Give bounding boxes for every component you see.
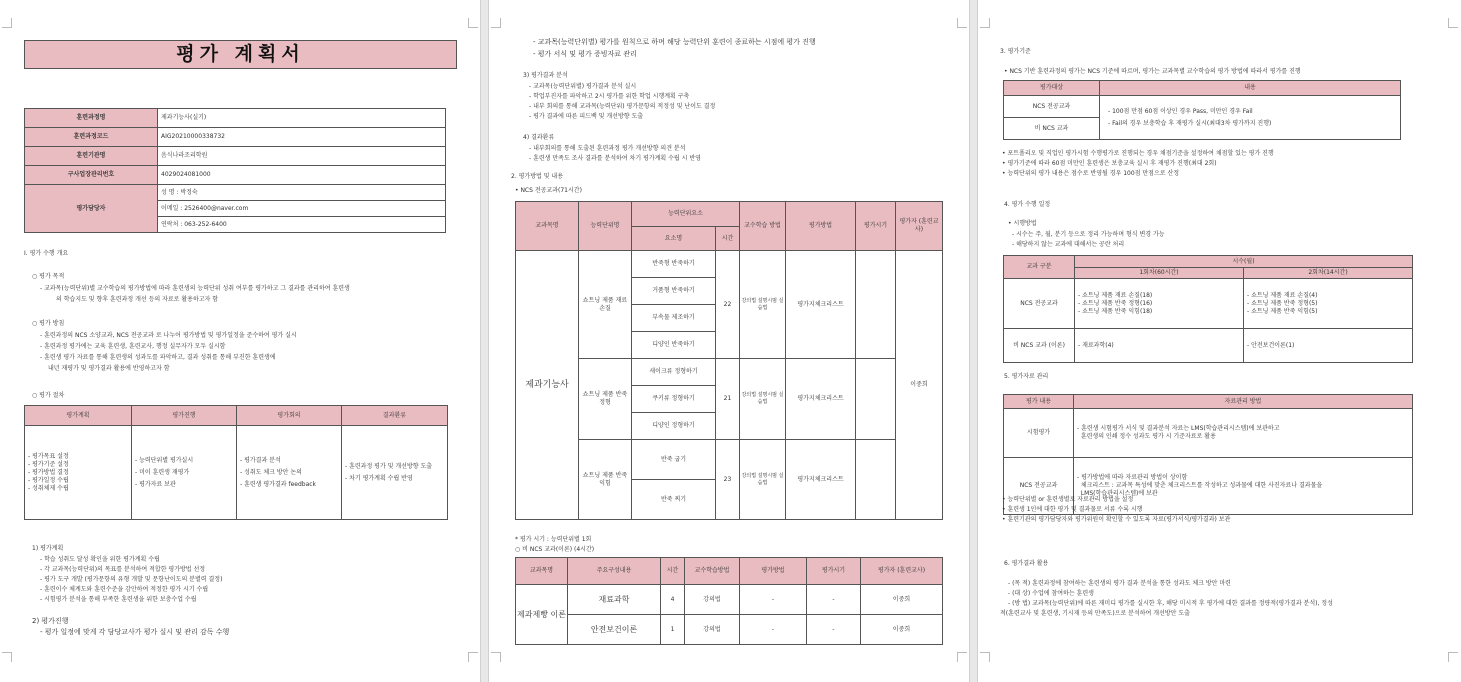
margin-mark <box>1448 18 1458 28</box>
document-page-3 <box>978 0 1461 682</box>
document-page-1 <box>0 0 480 682</box>
biz-no-value: 4029024081000 <box>158 166 446 185</box>
schedule-cell: - 재료과학(4) <box>1075 329 1244 363</box>
element-name: 반죽 굽기 <box>632 440 716 480</box>
col-header: 평가방법 <box>786 202 856 251</box>
manager-phone: 연락처 : 063-252-6400 <box>158 217 446 233</box>
process-cell: - 평가목표 설정 - 평가기준 설정 - 평가방법 결정 - 평가일정 수립 - 성취체제 수립 <box>25 426 132 520</box>
eval-timing <box>856 359 896 440</box>
unit-name: 쇼트닝 제품 반죽 익힘 <box>579 440 632 520</box>
col-header: 교수학습 방법 <box>740 202 786 251</box>
col-header: 평가시기 <box>807 558 861 585</box>
col-header: 주요구성내용 <box>568 558 661 585</box>
process-cell: - 평가결과 분석 - 성취도 체크 방안 논의 - 훈련생 평가결과 feedback <box>237 426 342 520</box>
element-name: 거품형 반죽하기 <box>632 278 716 305</box>
col-header: 능력단위요소 <box>632 202 740 227</box>
hours-cell: 1 <box>661 615 685 645</box>
criteria-target: NCS 전공교과 <box>1004 96 1100 118</box>
element-name: 쿠키류 정형하기 <box>632 386 716 413</box>
unit-name: 쇼트닝 제품 반죽 정형 <box>579 359 632 440</box>
section-heading: 6. 평가결과 활용 <box>1004 560 1049 567</box>
list-item: - (방 법) 교과목(능력단위)에 따른 재미디 평가를 실시한 후, 해당 미시적 후 평가에 대한 결과를 정량적(평가결과 분석), 정성 <box>1008 600 1333 607</box>
evaluator-cell: 이중희 <box>861 585 943 615</box>
schedule-cell: - 안전보건이론(1) <box>1244 329 1413 363</box>
criteria-content: - 100점 만점 60점 이상인 경우 Pass, 미만인 경우 Fail - Fail의 경우 보충학습 후 재평가 실시(최대3차 평가까지 진행) <box>1100 96 1401 140</box>
subsection-heading: 2) 평가진행 <box>32 617 69 625</box>
list-item: - 학업부진자를 파악하고 2시 평가를 위한 학업 시행계획 구축 <box>529 93 690 100</box>
criteria-target: 비 NCS 교과 <box>1004 118 1100 140</box>
eval-method: 평가지체크리스트 <box>786 251 856 359</box>
subject-name: 제과제빵 이론 <box>516 585 568 645</box>
element-name: 디양인 반죽하기 <box>632 332 716 359</box>
note: * 평가 시기 : 능력단위별 1회 <box>515 536 592 543</box>
unit-hours: 23 <box>716 440 740 520</box>
margin-mark <box>980 18 990 28</box>
section-heading: 5. 평가자료 관리 <box>1004 373 1049 380</box>
subsection-heading: 3) 평가결과 분석 <box>523 72 568 79</box>
col-header: 시간 <box>661 558 685 585</box>
unit-hours: 22 <box>716 251 740 359</box>
course-code-value: AIG20210000338732 <box>158 128 446 147</box>
hours-cell: 4 <box>661 585 685 615</box>
subsection-heading: • NCS 전공교과(71시간) <box>515 187 582 194</box>
note: • 포트폴리오 및 직업인 평가시험 수행평가로 진행되는 경우 채점기준을 설정하여 채점할 있는 평가 진행 <box>1002 150 1274 157</box>
timing-cell: - <box>807 615 861 645</box>
org-label: 훈련기관명 <box>25 147 158 166</box>
record-method: - 훈련생 시험평가 서식 및 결과분석 자료는 LMS(학습관리시스템)에 보관하고 훈련생의 인쇄 정수 성과도 평가 시 기준자료로 활용 <box>1074 409 1413 458</box>
paragraph-line: - 교과목(능력단위)별 교수학습의 평가방법에 따라 훈련생의 능력단위 성취 여부를 평가하고 그 결과를 관리하여 훈련생 <box>40 285 350 292</box>
teaching-method: 강의법 설명시범 실습법 <box>740 359 786 440</box>
col-header: 시간 <box>716 227 740 251</box>
element-name: 반죽 찌기 <box>632 480 716 520</box>
content-cell: 재료과학 <box>568 585 661 615</box>
margin-mark <box>957 652 967 662</box>
col-header: 교과목명 <box>516 202 579 251</box>
subsection-heading: ○ 평가 목적 <box>32 273 65 280</box>
element-name: 반죽형 반죽하기 <box>632 251 716 278</box>
element-name: 디양인 정형하기 <box>632 413 716 440</box>
schedule-table <box>1003 255 1413 363</box>
manager-name: 성 명 : 박정숙 <box>158 185 446 201</box>
list-item: - 훈련이수 체계도와 훈련수준을 감안하여 적정한 평가 시기 수립 <box>40 586 209 593</box>
col-header: 능력단위명 <box>579 202 632 251</box>
eval-cell: - <box>740 615 807 645</box>
process-cell: - 능력단위별 평가실시 - 미이 훈련생 재평가 - 평가자료 보관 <box>132 426 237 520</box>
col-header: 교과 구분 <box>1004 256 1075 279</box>
list-item: - 내부 회의를 통해 교과목(능력단위) 평가문항의 적정성 및 난이도 결정 <box>529 103 716 110</box>
schedule-cell: - 쇼트닝 제품 재료 손질(18) - 쇼트닝 제품 반죽 정형(16) - 쇼트닝 제품 반죽 익힘(18) <box>1075 279 1244 329</box>
list-item: - 각 교과목(능력단위)의 목표를 분석하여 적합한 평가방법 선정 <box>40 566 206 573</box>
list-item: - (목 적) 훈련과정에 참여하는 훈련생의 평가 결과 분석을 통한 성과도 체크 방안 마련 <box>1008 580 1231 587</box>
evaluation-process-table <box>24 405 448 520</box>
record-type: NCS 전공교과 <box>1004 458 1074 515</box>
col-header: 교수학습방법 <box>685 558 740 585</box>
note: • 능력단위별 or 훈련생별로 자료관리 방법을 설정 <box>1002 496 1134 503</box>
teaching-method: 강의법 설명시범 실습법 <box>740 440 786 520</box>
col-header: 교과목명 <box>516 558 568 585</box>
list-item: - 시수는 주, 월, 분기 등으로 정리 가능하며 형식 변경 가능 <box>1012 231 1165 238</box>
col-header: 요소명 <box>632 227 716 251</box>
list-item: 적(훈련교사 및 훈련생, 기시재 등의 만족도)으로 분석하여 개선방안 도출 <box>1000 610 1190 617</box>
note: • 훈련생 1인에 대한 평가 및 결과물로 서류 수록 시행 <box>1002 506 1143 513</box>
paragraph-line: - 훈련과정의 NCS 소양교과, NCS 전공교과 로 나누어 평가방법 및 평가일정을 준수하여 평가 실시 <box>40 332 297 339</box>
col-header: 평가자 (훈련교사) <box>896 202 943 251</box>
section-heading: 2. 평가방법 및 내용 <box>511 173 564 180</box>
subsection-heading: ○ 평가 방침 <box>32 320 65 327</box>
element-name: 부속물 제조하기 <box>632 305 716 332</box>
paragraph-line: 내년 재평가 및 평가결과 활용에 반영하고자 함 <box>48 365 170 372</box>
col-header: 자료관리 방법 <box>1074 395 1413 409</box>
course-name-value: 제과기능사(실기) <box>158 109 446 128</box>
margin-mark <box>491 18 501 28</box>
margin-mark <box>980 652 990 662</box>
process-header: 평가회의 <box>237 406 342 426</box>
list-item: - 해당하지 않는 교과에 대해서는 공란 처리 <box>1012 241 1125 248</box>
col-header: 시수(월) <box>1075 256 1413 268</box>
ncs-course-table <box>515 201 943 520</box>
eval-method: 평가지체크리스트 <box>786 440 856 520</box>
course-name-label: 훈련과정명 <box>25 109 158 128</box>
list-item: - 훈련생 만족도 조사 결과를 분석하여 차기 평가계획 수립 시 반영 <box>529 155 701 162</box>
paragraph-line: - 교과목(능력단위별) 평가를 원칙으로 하며 해당 능력단위 훈련이 종료하는 시점에 평가 진행 <box>533 38 816 46</box>
timing-cell: - <box>807 585 861 615</box>
schedule-category: 비 NCS 교과 (이론) <box>1004 329 1075 363</box>
course-info-table <box>24 108 446 233</box>
margin-mark <box>2 652 12 662</box>
paragraph-line: - 평가 일정에 맞게 각 담당교사가 평가 실시 및 관리 감독 수행 <box>40 628 230 636</box>
col-header: 평가시기 <box>856 202 896 251</box>
list-item: - 교과목(능력단위별) 평가결과 분석 실시 <box>529 83 637 90</box>
document-title: 평가 계획서 <box>24 40 457 69</box>
schedule-cell: - 쇼트닝 제품 재료 손질(4) - 쇼트닝 제품 반죽 정형(5) - 쇼트닝 제품 반죽 익힘(5) <box>1244 279 1413 329</box>
note: • 평가기준에 따라 60점 미만인 훈련생은 보충교육 실시 후 재평가 진행(최대 2회) <box>1002 160 1217 167</box>
schedule-category: NCS 전공교과 <box>1004 279 1075 329</box>
method-cell: 강의법 <box>685 615 740 645</box>
note: • 훈련기관의 평가담당자와 평가위원이 확인할 수 있도록 자료(평가서식/평가결과) 보관 <box>1002 516 1231 523</box>
col-header: 평가대상 <box>1004 81 1100 96</box>
col-header: 평가 내용 <box>1004 395 1074 409</box>
eval-method: 평가지체크리스트 <box>786 359 856 440</box>
section-heading: Ⅰ. 평가 수행 개요 <box>24 250 69 257</box>
teaching-method: 강의법 설명시범 실습법 <box>740 251 786 359</box>
list-item: - 평가 도구 개발 (평가문항의 유형 개발 및 문항난이도의 분별력 결정) <box>40 576 223 583</box>
paragraph-line: - 훈련생 평가 자료를 통해 훈련생의 성과도를 파악하고, 결과 성취를 통해 부진한 훈련생에 <box>40 354 276 361</box>
unit-name: 쇼트닝 제품 재료 손질 <box>579 251 632 359</box>
biz-no-label: 구사업장관리번호 <box>25 166 158 185</box>
margin-mark <box>468 652 478 662</box>
process-header: 결과환류 <box>342 406 448 426</box>
manager-email: 이메일 : 2526400@naver.com <box>158 201 446 217</box>
paragraph-line: • NCS 기반 훈련과정의 평가는 NCS 기준에 따르며, 평가는 교과목별 교수학습의 평가 방법에 따라서 평가를 진행 <box>1004 68 1301 75</box>
list-item: - 시험평가 분석을 통해 부족한 훈련생을 위한 보충수업 수립 <box>40 596 197 603</box>
subsection-heading: 4) 결과환류 <box>523 134 555 141</box>
method-cell: 강의법 <box>685 585 740 615</box>
record-method: - 평가방법에 따라 자료관리 방법이 상이함 체크리스트 : 교과목 특성에 맞춘 체크리스트를 작성하고 성과물에 대한 사진자료나 결과물을 LMS(학습관리시스템)에 보관 <box>1074 458 1413 515</box>
manager-label: 평가담당자 <box>25 185 158 233</box>
margin-mark <box>2 18 12 28</box>
non-ncs-course-table <box>515 557 943 645</box>
section-heading: 3. 평가기준 <box>1000 48 1031 55</box>
subsection-heading: • 시행방법 <box>1008 220 1037 227</box>
subsection-heading: 1) 평가계획 <box>32 545 64 552</box>
criteria-table <box>1003 80 1401 140</box>
subsection-heading: ○ 평가 절차 <box>32 392 65 399</box>
process-cell: - 훈련과정 평가 및 개선방향 도출 - 차기 평가계획 수립 반영 <box>342 426 448 520</box>
element-name: 새이크류 정형하기 <box>632 359 716 386</box>
unit-hours: 21 <box>716 359 740 440</box>
list-item: - (대 상) 수업에 참여하는 훈련생 <box>1008 590 1094 597</box>
eval-timing <box>856 251 896 359</box>
list-item: - 학습 성취도 달성 확인을 위한 평가계획 수립 <box>40 556 160 563</box>
margin-mark <box>957 18 967 28</box>
margin-mark <box>1448 652 1458 662</box>
col-header: 평가방법 <box>740 558 807 585</box>
section-heading: 4. 평가 수행 일정 <box>1004 201 1051 208</box>
paragraph-line: 의 학습지도 및 향후 훈련과정 개선 등의 자료로 활용하고자 함 <box>56 296 219 303</box>
subsection-heading: ○ 비 NCS 교과(이론) (4시간) <box>515 546 595 553</box>
eval-cell: - <box>740 585 807 615</box>
margin-mark <box>491 652 501 662</box>
paragraph-line: - 훈련과정 평가에는 교육 훈련생, 훈련교사, 행정 실무자가 모두 실시함 <box>40 343 226 350</box>
course-code-label: 훈련과정코드 <box>25 128 158 147</box>
col-header: 평가자 (훈련교사) <box>861 558 943 585</box>
col-header: 내용 <box>1100 81 1401 96</box>
list-item: - 내부회의를 통해 도출된 훈련과정 평가 개선방향 의견 분석 <box>529 145 686 152</box>
subject-name: 제과기능사 <box>516 251 579 520</box>
note: • 능력단위의 평가 내용은 점수로 반영될 경우 100점 만점으로 산정 <box>1002 170 1180 177</box>
col-header: 2회차(14시간) <box>1244 268 1413 279</box>
evaluator: 이중희 <box>896 251 943 520</box>
evaluator-cell: 이중희 <box>861 615 943 645</box>
org-value: 음식나라조리학원 <box>158 147 446 166</box>
paragraph-line: - 평가 서식 및 평가 증빙자료 관리 <box>533 50 637 58</box>
col-header: 1회차(60시간) <box>1075 268 1244 279</box>
record-type: 시험평가 <box>1004 409 1074 458</box>
process-header: 평가진행 <box>132 406 237 426</box>
margin-mark <box>468 18 478 28</box>
eval-timing <box>856 440 896 520</box>
list-item: - 평가 결과에 따른 피드백 및 개선방향 도출 <box>529 113 644 120</box>
document-page-2 <box>489 0 969 682</box>
process-header: 평가계획 <box>25 406 132 426</box>
content-cell: 안전보건이론 <box>568 615 661 645</box>
